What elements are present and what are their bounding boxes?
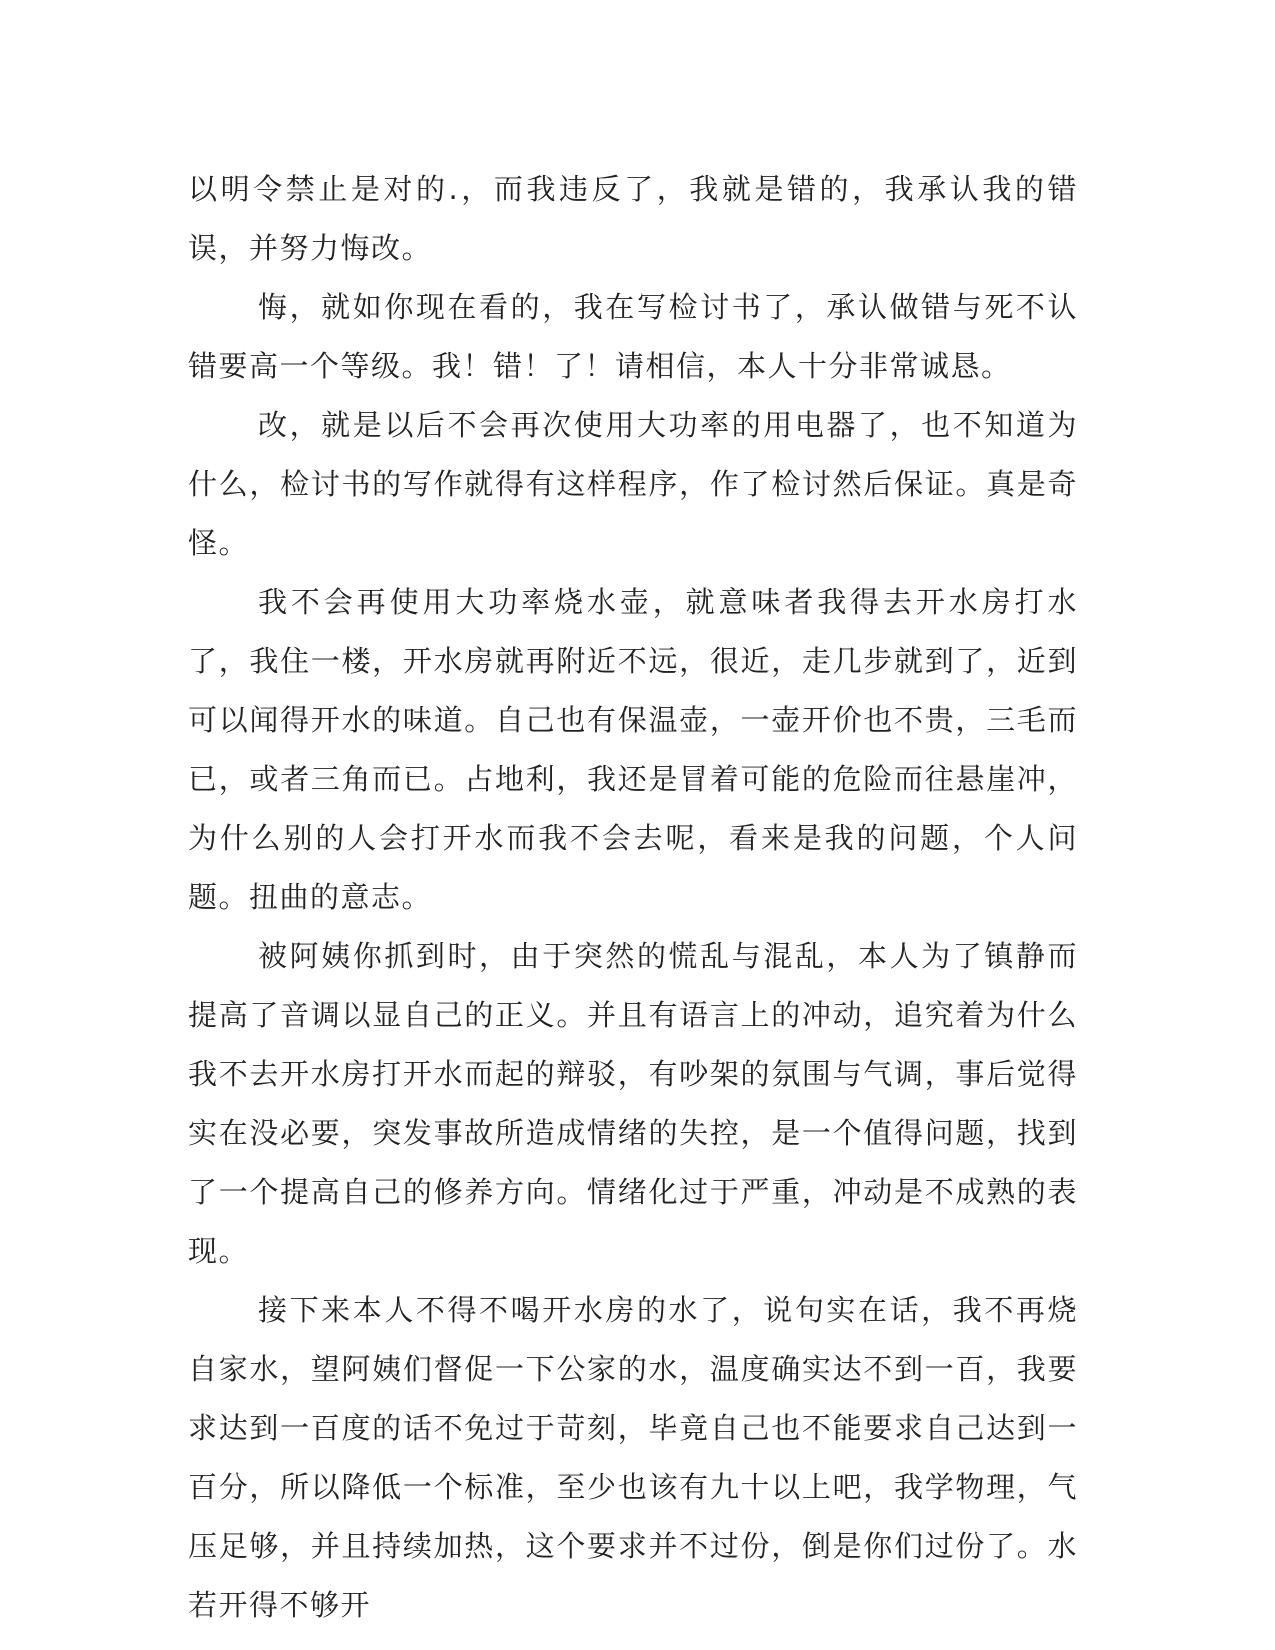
paragraph-5: 被阿姨你抓到时，由于突然的慌乱与混乱，本人为了镇静而提高了音调以显自己的正义。并且有语言上的冲动，追究着为什么我不去开水房打开水而起的辩驳，有吵架的氛围与气调，事后觉得实在没必要，突发事故所造成情绪的失控，是一个值得问题，找到了一个提高自己的修养方向。情绪化过于严重，冲动是不成熟的表现。 [188, 939, 1078, 1268]
paragraph-1: 以明令禁止是对的.，而我违反了，我就是错的，我承认我的错误，并努力悔改。 [188, 172, 1078, 265]
paragraph-6: 接下来本人不得不喝开水房的水了，说句实在话，我不再烧自家水，望阿姨们督促一下公家的水，温度确实达不到一百，我要求达到一百度的话不免过于苛刻，毕竟自己也不能要求自己达到一百分，所以降低一个标准，至少也该有九十以上吧，我学物理，气压足够，并且持续加热，这个要求并不过份，倒是你们过份了。水若开得不够开 [188, 1293, 1078, 1622]
paragraph-3: 改，就是以后不会再次使用大功率的用电器了，也不知道为什么，检讨书的写作就得有这样程序，作了检讨然后保证。真是奇怪。 [188, 408, 1078, 560]
document-body [188, 160, 1078, 1635]
paragraph-2: 悔，就如你现在看的，我在写检讨书了，承认做错与死不认错要高一个等级。我！错！了！请相信，本人十分非常诚恳。 [188, 290, 1078, 383]
paragraph-4: 我不会再使用大功率烧水壶，就意味者我得去开水房打水了，我住一楼，开水房就再附近不远，很近，走几步就到了，近到可以闻得开水的味道。自己也有保温壶，一壶开价也不贵，三毛而已，或者三角而已。占地利，我还是冒着可能的危险而往悬崖冲，为什么别的人会打开水而我不会去呢，看来是我的问题，个人问题。扭曲的意志。 [188, 585, 1078, 914]
